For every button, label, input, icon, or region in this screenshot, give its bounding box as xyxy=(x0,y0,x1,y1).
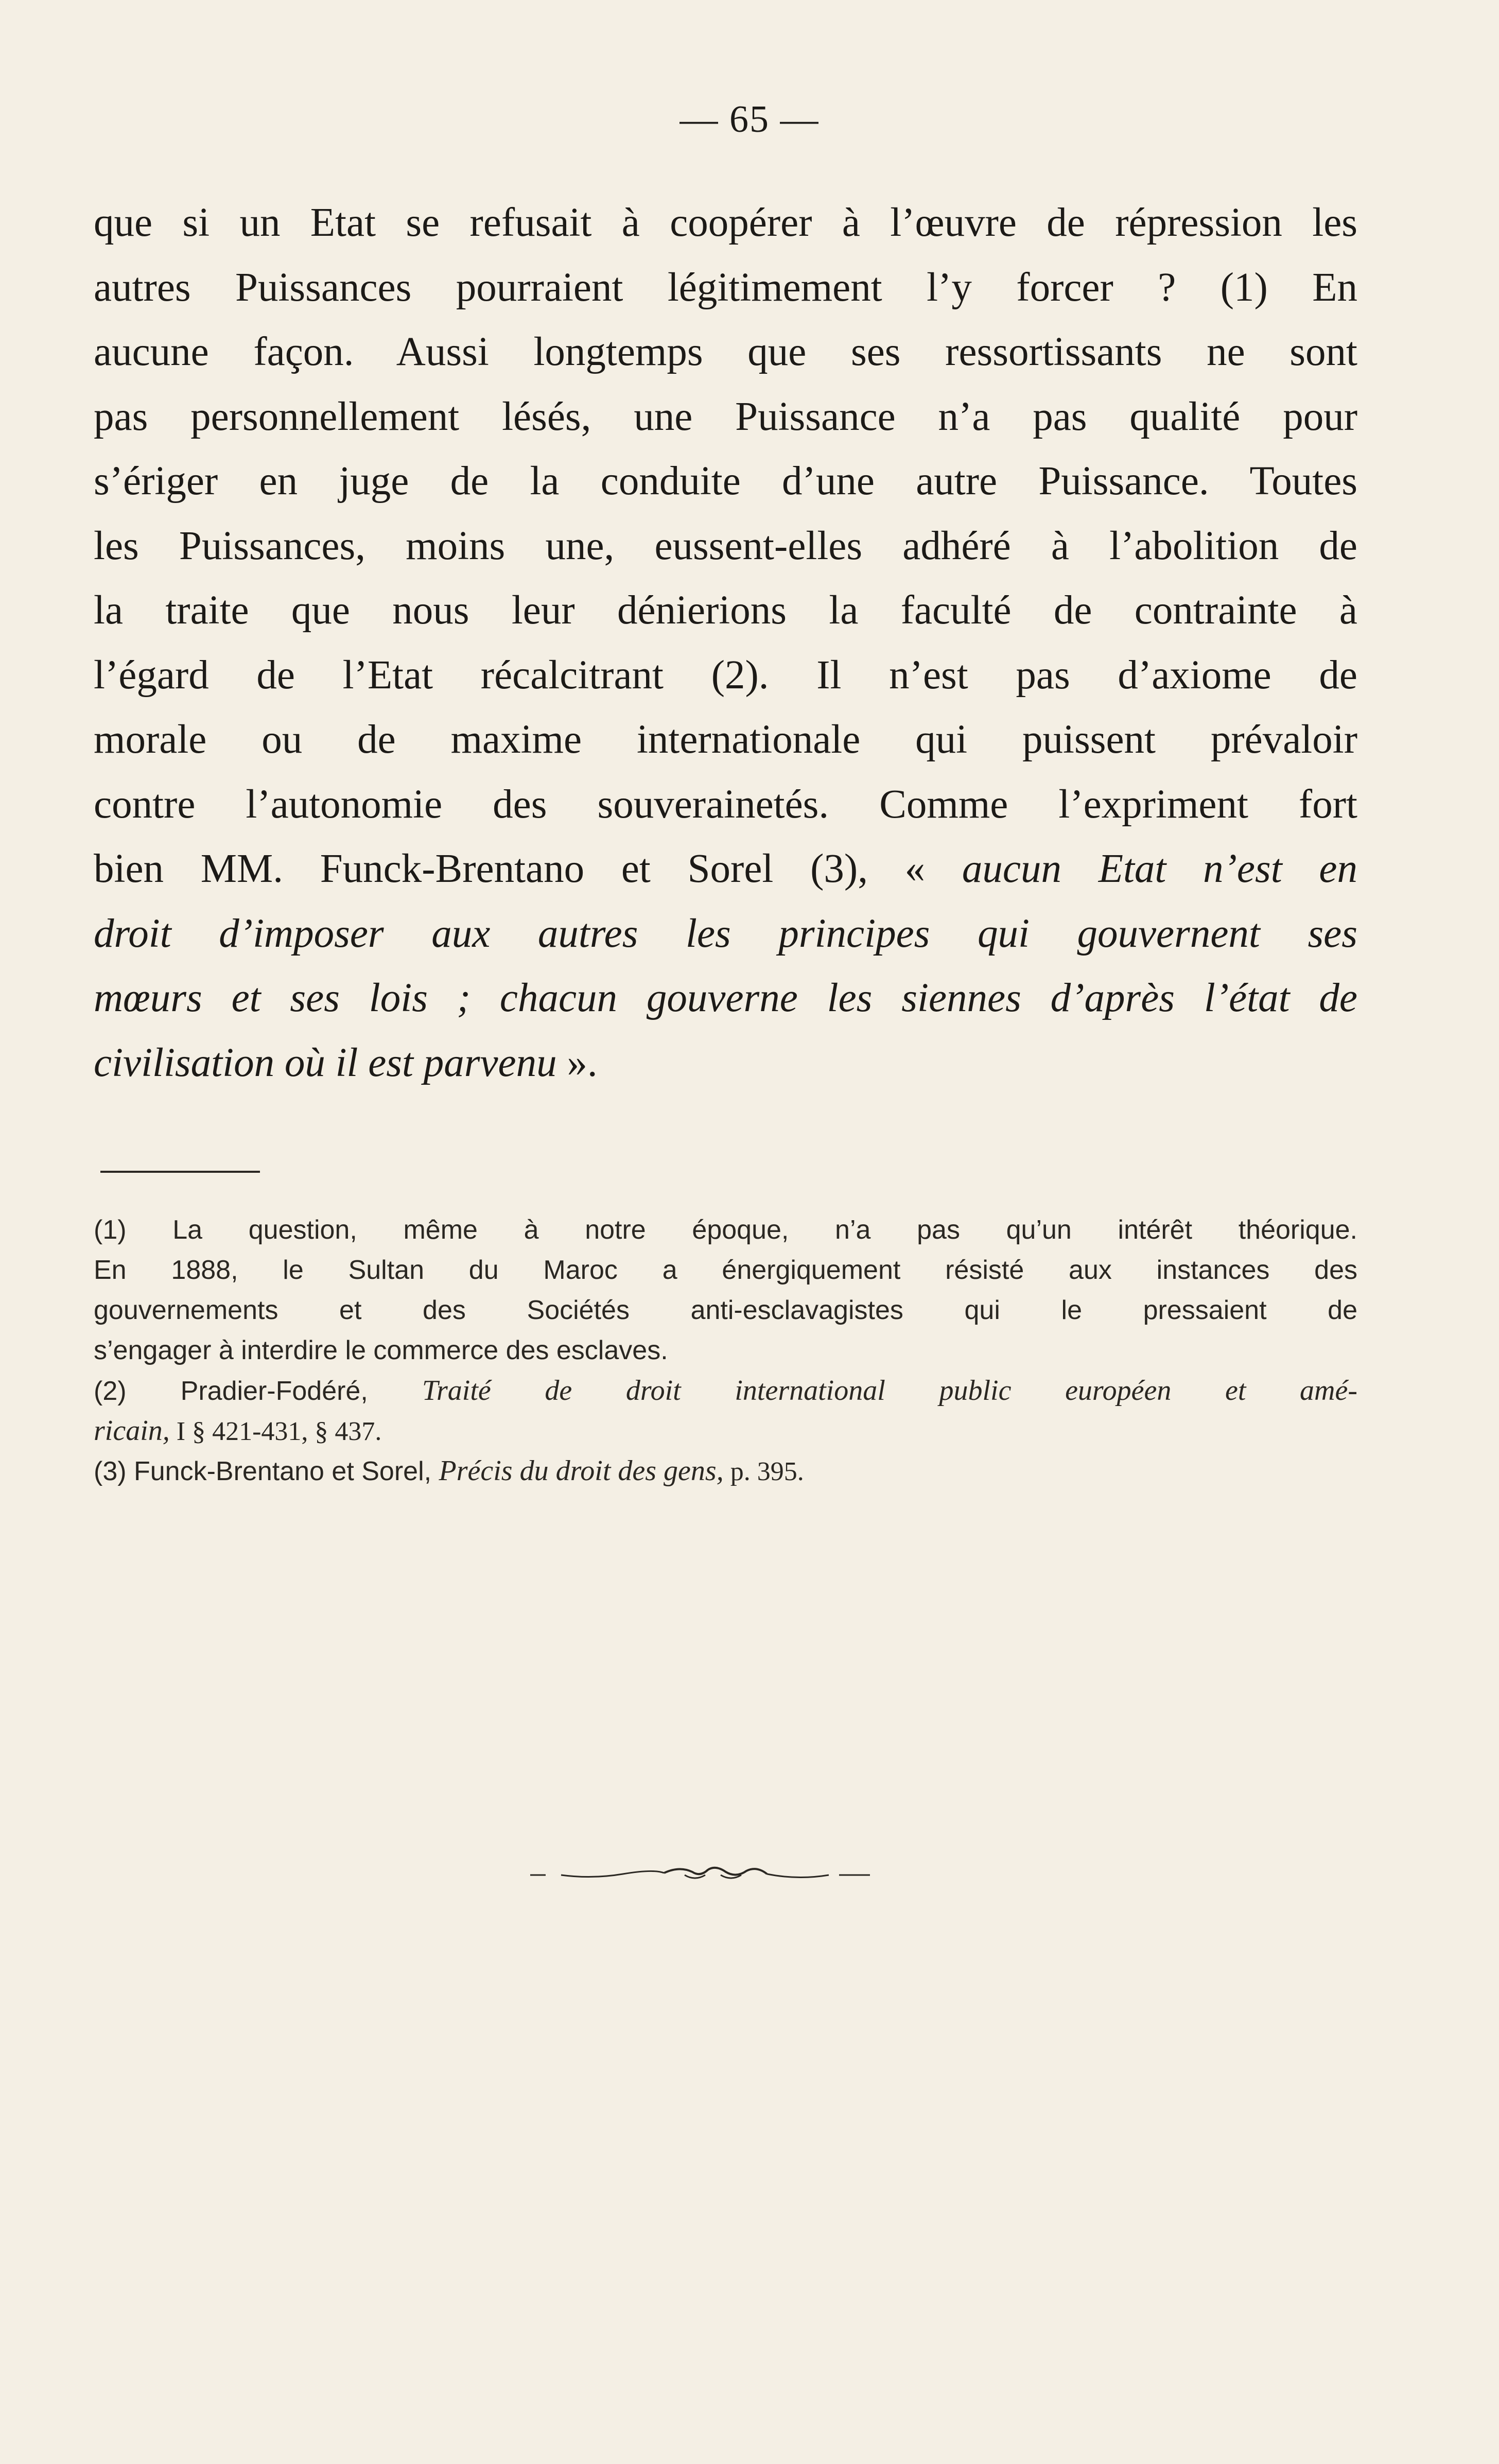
footnote-title-italic: Traité de droit international public européen et amé- xyxy=(422,1375,1358,1407)
text-line: contre l’autonomie des souverainetés. Comme l’expriment fort xyxy=(94,782,1357,827)
footnote-segment: I § 421-431, § 437. xyxy=(169,1417,382,1446)
text-line: pas personnellement lésés, une Puissance n’a pas qualité pour xyxy=(94,394,1357,439)
text-line-mixed xyxy=(94,837,1357,901)
footnote-line xyxy=(94,1411,1357,1451)
footnote-line: gouvernements et des Sociétés anti-esclavagistes qui le pressaient de xyxy=(94,1295,1357,1325)
text-line: l’égard de l’Etat récalcitrant (2). Il n’est pas d’axiome de xyxy=(94,652,1357,698)
footnote-separator xyxy=(100,1171,260,1173)
text-line: morale ou de maxime internationale qui puissent prévaloir xyxy=(94,717,1357,762)
quote-italic: droit d’imposer aux autres les principes qui gouvernent ses xyxy=(94,911,1357,956)
main-paragraph xyxy=(94,190,1357,1095)
footnote-line xyxy=(94,1451,1357,1491)
quote-italic: aucun Etat n’est en xyxy=(962,846,1357,891)
footnote-line: En 1888, le Sultan du Maroc a énergiquement résisté aux instances des xyxy=(94,1255,1357,1285)
text-line: autres Puissances pourraient légitimement l’y forcer ? (1) En xyxy=(94,265,1357,310)
footnote-segment: (3) Funck-Brentano et Sorel, xyxy=(94,1456,439,1486)
footnote-line xyxy=(94,1370,1357,1411)
page-number: — 65 — xyxy=(679,98,820,141)
footnotes xyxy=(94,1210,1357,1491)
footnote-title-italic: Précis du droit des gens, xyxy=(439,1455,724,1487)
text-line: les Puissances, moins une, eussent-elles adhéré à l’abolition de xyxy=(94,523,1357,568)
text-line: aucune façon. Aussi longtemps que ses ressortissants ne sont xyxy=(94,329,1357,374)
text-line-last xyxy=(94,1031,1357,1096)
text-segment: bien MM. Funck-Brentano et Sorel (3), « xyxy=(94,846,962,891)
footnote-title-italic: ricain, xyxy=(94,1415,170,1447)
text-line: la traite que nous leur dénierions la faculté de contrainte à xyxy=(94,588,1357,633)
footnote-line: s’engager à interdire le commerce des esclaves. xyxy=(94,1335,668,1365)
text-segment: ». xyxy=(556,1040,598,1085)
end-ornament-icon xyxy=(530,1864,870,1884)
text-line: que si un Etat se refusait à coopérer à l’œuvre de répression les xyxy=(94,200,1357,245)
footnote-segment: p. 395. xyxy=(723,1457,804,1486)
footnote-line: (1) La question, même à notre époque, n’a pas qu’un intérêt théorique. xyxy=(94,1215,1357,1245)
text-line-italic xyxy=(94,901,1357,966)
footnote-segment: (2) Pradier-Fodéré, xyxy=(94,1376,422,1406)
text-line: s’ériger en juge de la conduite d’une autre Puissance. Toutes xyxy=(94,459,1357,504)
text-line-italic xyxy=(94,966,1357,1031)
quote-italic: mœurs et ses lois ; chacun gouverne les siennes d’après l’état de xyxy=(94,976,1357,1020)
quote-italic: civilisation où il est parvenu xyxy=(94,1040,557,1085)
